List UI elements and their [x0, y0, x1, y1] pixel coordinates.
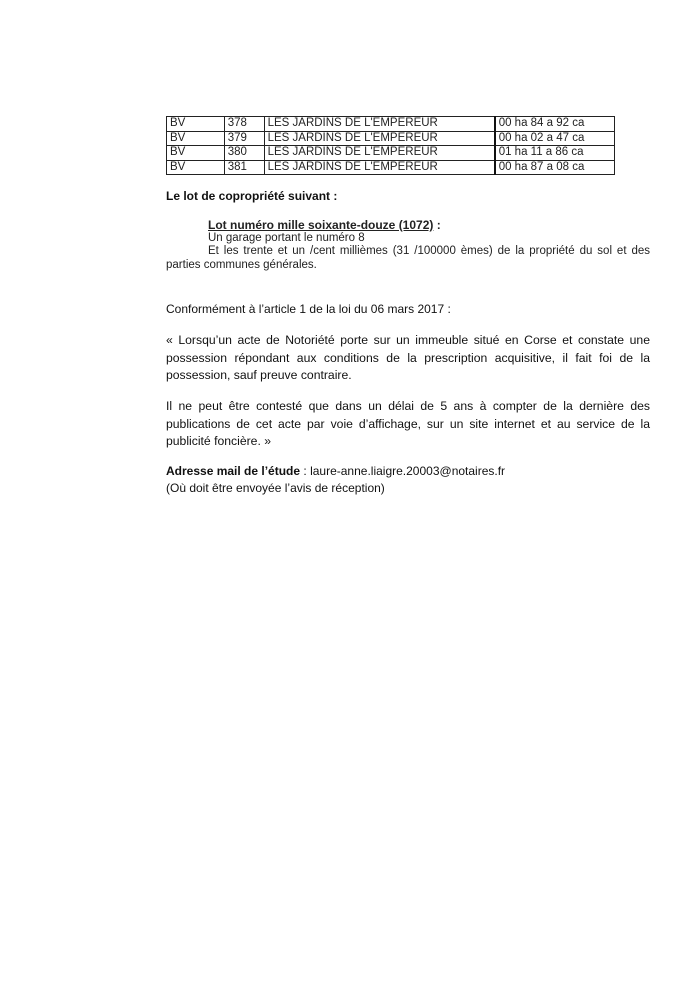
- email-label: Adresse mail de l’étude: [166, 464, 301, 478]
- legal-quote-paragraph-2: Il ne peut être contesté que dans un délai de 5 ans à compter de la dernière des publications de cet acte par voie d’affichage, sur un site internet et au service de la publicité foncière. »: [166, 399, 650, 448]
- cell-lieu-dit: LES JARDINS DE L'EMPEREUR: [264, 146, 495, 161]
- lot-tantiemes-line: Et les trente et un /cent millièmes (31 /100000 èmes) de la propriété du sol et des parties communes générales.: [166, 245, 650, 271]
- email-separator: :: [300, 464, 311, 478]
- legal-reference: Conformément à l’article 1 de la loi du 06 mars 2017 :: [166, 302, 451, 316]
- cell-lieu-dit: LES JARDINS DE L'EMPEREUR: [264, 117, 495, 132]
- cell-number: 378: [224, 117, 264, 132]
- legal-quote-paragraph-1: « Lorsqu’un acte de Notoriété porte sur un immeuble situé en Corse et constate une possession répondant aux conditions de la prescription acquisitive, il fait foi de la possession, sauf preuve contraire.: [166, 333, 650, 382]
- lot-description-line: Un garage portant le numéro 8: [208, 232, 365, 244]
- email-note: (Où doit être envoyée l’avis de réception): [166, 481, 385, 495]
- cell-section: BV: [167, 131, 225, 146]
- cell-section: BV: [167, 146, 225, 161]
- contact-email-line: [166, 464, 505, 478]
- email-link[interactable]: laure-anne.liaigre.20003@notaires.fr: [310, 464, 506, 478]
- lot-title-suffix: :: [433, 218, 441, 232]
- table-row: [167, 117, 615, 132]
- cell-lieu-dit: LES JARDINS DE L'EMPEREUR: [264, 160, 495, 175]
- cell-number: 379: [224, 131, 264, 146]
- cell-number: 381: [224, 160, 264, 175]
- cell-contenance: 00 ha 02 a 47 ca: [495, 131, 615, 146]
- cell-contenance: 00 ha 87 a 08 ca: [495, 160, 615, 175]
- cell-section: BV: [167, 160, 225, 175]
- cell-contenance: 01 ha 11 a 86 ca: [495, 146, 615, 161]
- table-row: [167, 160, 615, 175]
- cell-number: 380: [224, 146, 264, 161]
- lot-title-text: Lot numéro mille soixante-douze (1072): [208, 218, 434, 232]
- table-row: [167, 131, 615, 146]
- table-row: [167, 146, 615, 161]
- copropriete-heading: Le lot de copropriété suivant :: [166, 189, 338, 203]
- cell-lieu-dit: LES JARDINS DE L'EMPEREUR: [264, 131, 495, 146]
- cell-contenance: 00 ha 84 a 92 ca: [495, 117, 615, 132]
- cell-section: BV: [167, 117, 225, 132]
- lot-title: [208, 218, 441, 232]
- parcels-table: [166, 116, 615, 175]
